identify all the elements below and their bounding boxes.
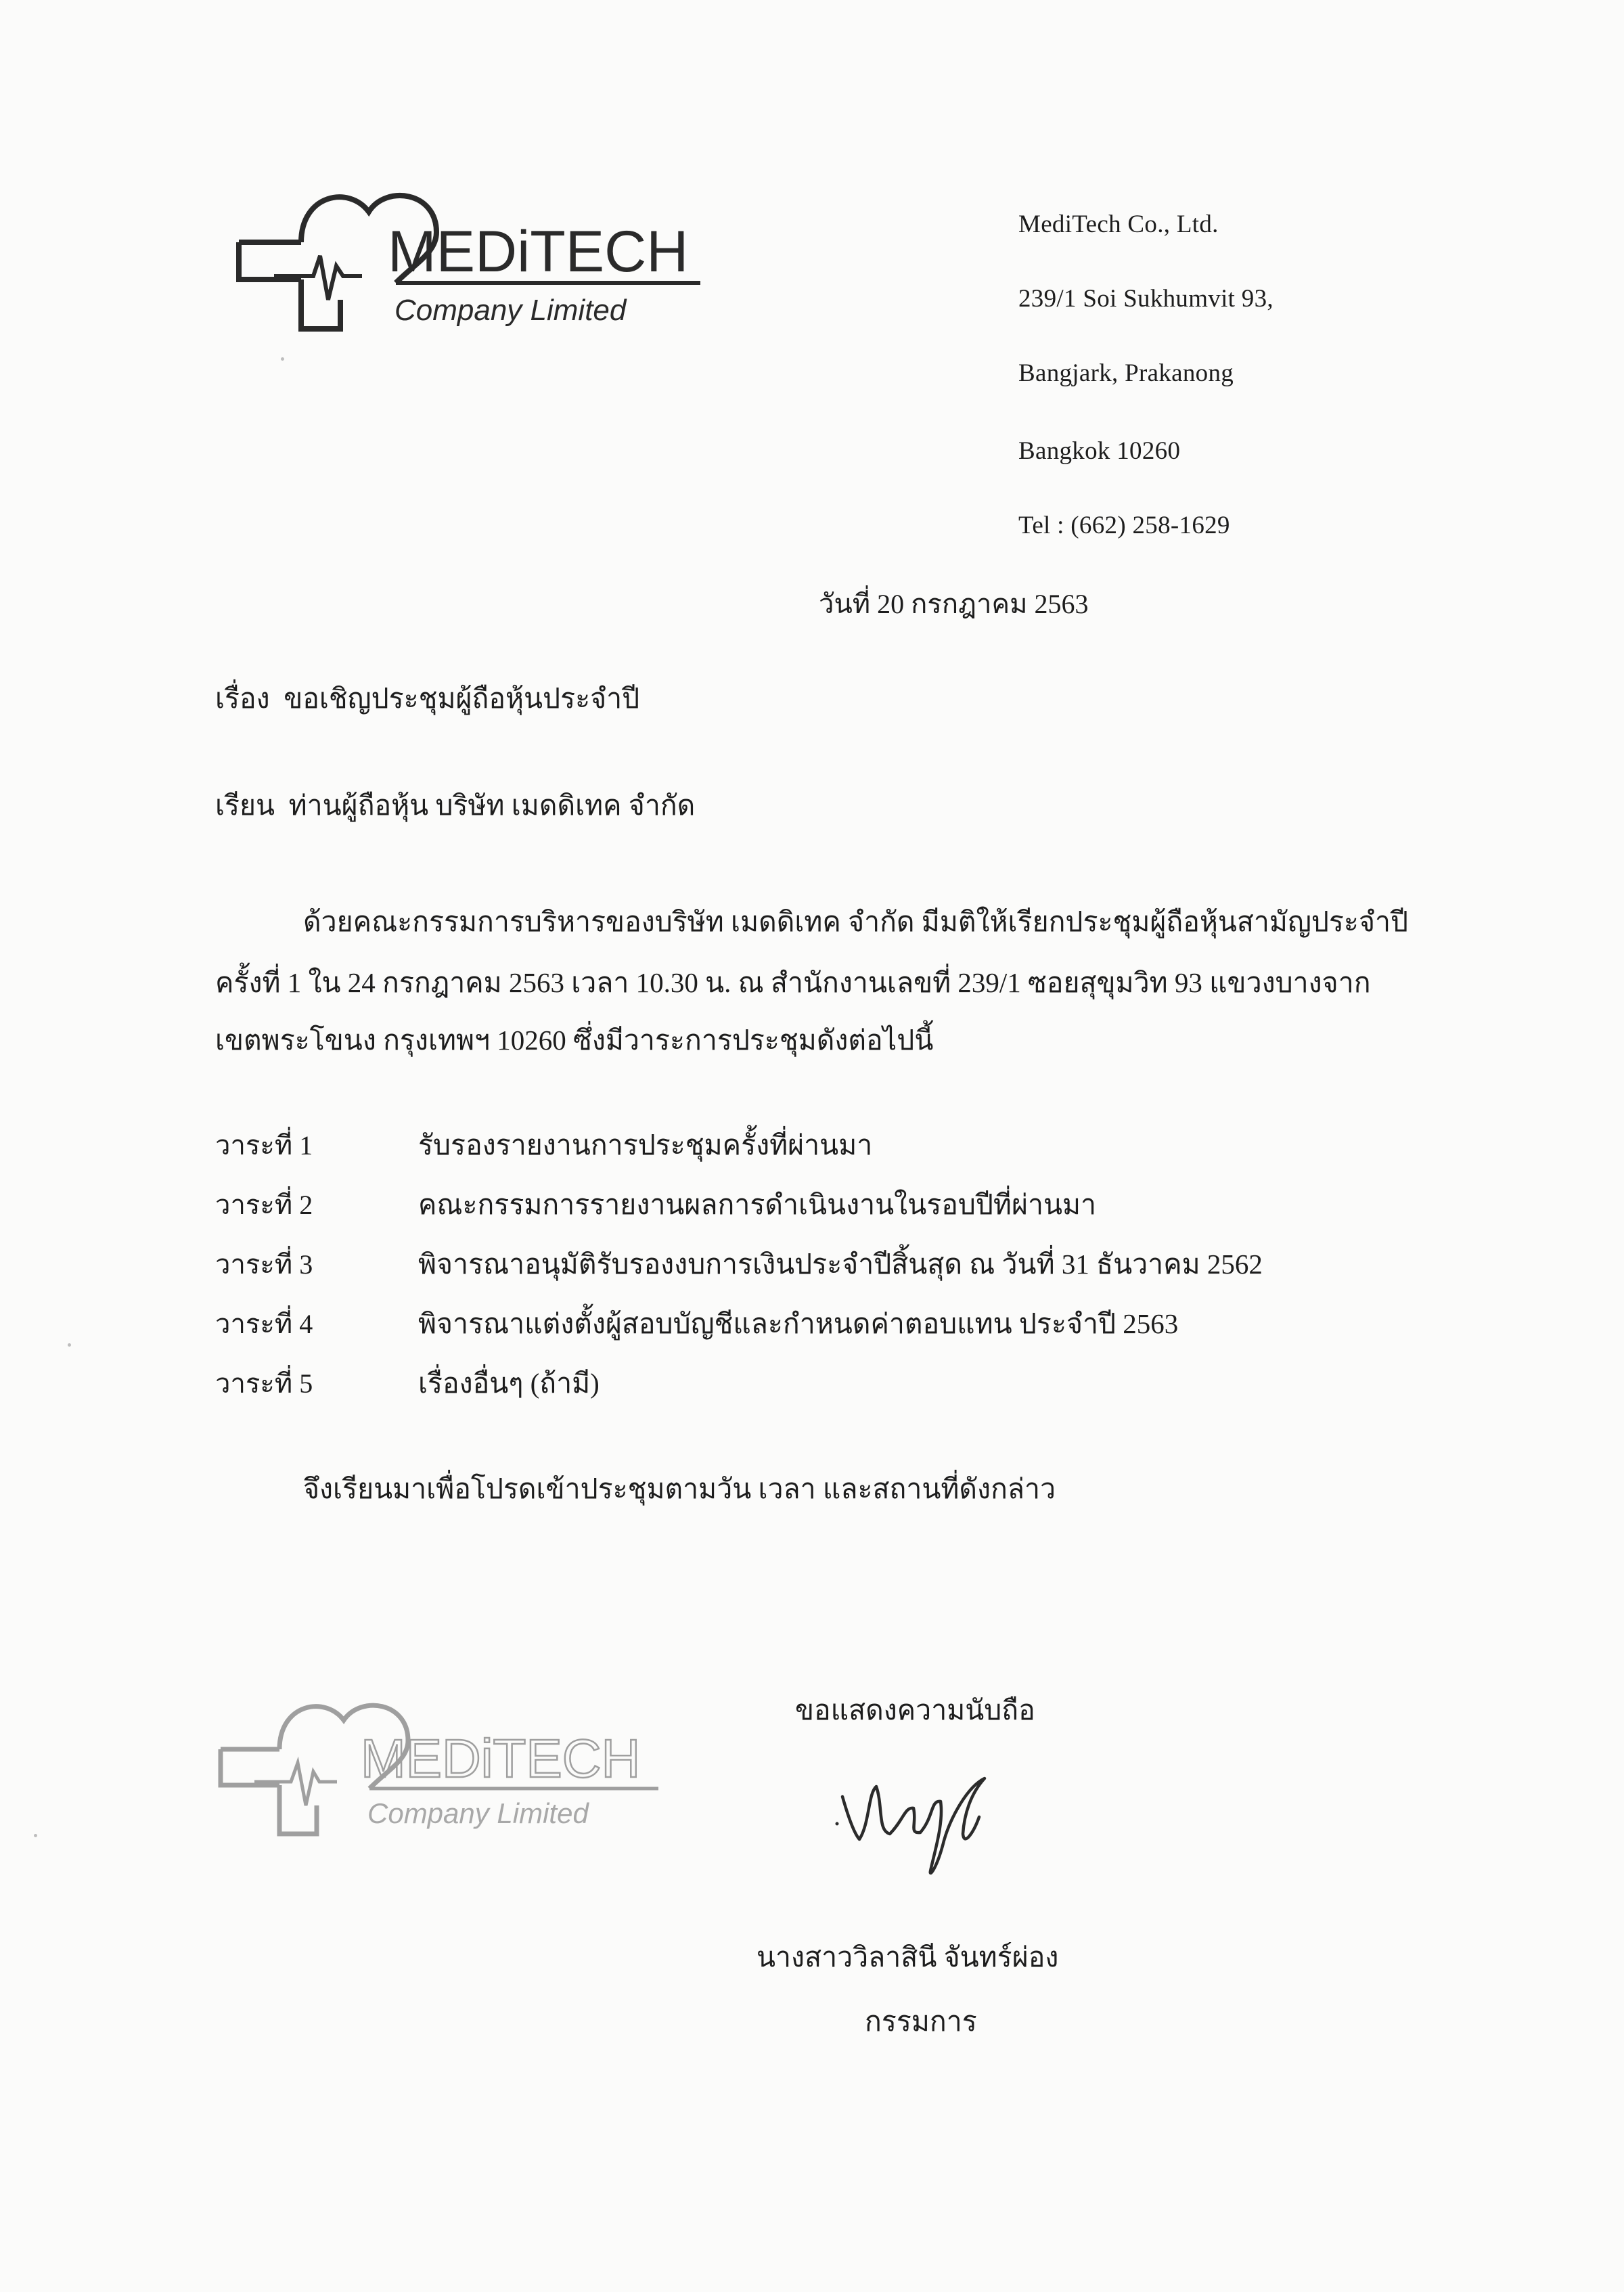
signer-title: กรรมการ <box>865 2006 977 2037</box>
subject-text: ขอเชิญประชุมผู้ถือหุ้นประจำปี <box>284 683 640 714</box>
logo-subtitle: Company Limited <box>394 294 627 327</box>
agenda-item-text: เรื่องอื่นๆ (ถ้ามี) <box>418 1368 600 1399</box>
signer-name: นางสาววิลาสินี จันทร์ผ่อง <box>757 1941 1059 1973</box>
agenda-item-text: พิจารณาแต่งตั้งผู้สอบบัญชีและกำหนดค่าตอบแทน ประจำปี 2563 <box>418 1308 1179 1339</box>
company-logo-header <box>233 181 721 344</box>
agenda-item-number: วาระที่ 4 <box>215 1309 313 1339</box>
letter-date: วันที่ 20 กรกฎาคม 2563 <box>819 589 1089 619</box>
recipient-label: เรียน <box>215 790 275 821</box>
stamp-subtitle: Company Limited <box>367 1797 589 1829</box>
agenda-item-number: วาระที่ 3 <box>215 1249 313 1280</box>
meditech-logo-icon <box>233 181 721 344</box>
agenda-item-number: วาระที่ 2 <box>215 1190 313 1220</box>
body-line-3: เขตพระโขนง กรุงเทพฯ 10260 ซึ่งมีวาระการประชุมดังต่อไปนี้ <box>215 1025 934 1056</box>
recipient-line <box>215 784 695 828</box>
meditech-stamp-icon <box>215 1692 675 1847</box>
agenda-item-number: วาระที่ 1 <box>215 1130 313 1161</box>
body-line-2: ครั้งที่ 1 ใน 24 กรกฎาคม 2563 เวลา 10.30 น. ณ สำนักงานเลขที่ 239/1 ซอยสุขุมวิท 93 แขวงบางจาก <box>215 967 1371 998</box>
agenda-item-text: รับรองรายงานการประชุมครั้งที่ผ่านมา <box>418 1129 873 1161</box>
logo-wordmark: MEDiTECH <box>388 219 689 284</box>
scan-speck <box>68 1343 71 1347</box>
handwritten-signature <box>829 1759 1005 1885</box>
stamp-wordmark: MEDiTECH <box>361 1728 641 1789</box>
address-district: Bangjark, Prakanong <box>1018 359 1234 387</box>
agenda-item-text: คณะกรรมการรายงานผลการดำเนินงานในรอบปีที่ผ่านมา <box>418 1189 1097 1220</box>
body-line-1: ด้วยคณะกรรมการบริหารของบริษัท เมดดิเทค จำกัด มีมติให้เรียกประชุมผู้ถือหุ้นสามัญประจำปี <box>303 906 1409 937</box>
scan-speck <box>34 1834 37 1837</box>
address-tel: Tel : (662) 258-1629 <box>1018 512 1230 539</box>
agenda-item-number: วาระที่ 5 <box>215 1368 313 1399</box>
agenda-item-text: พิจารณาอนุมัติรับรองงบการเงินประจำปีสิ้นสุด ณ วันที่ 31 ธันวาคม 2562 <box>418 1249 1263 1280</box>
regards-text: ขอแสดงความนับถือ <box>795 1694 1035 1726</box>
company-stamp <box>215 1692 675 1847</box>
recipient-text: ท่านผู้ถือหุ้น บริษัท เมดดิเทค จำกัด <box>288 790 696 821</box>
subject-line <box>215 677 639 721</box>
closing-line: จึงเรียนมาเพื่อโปรดเข้าประชุมตามวัน เวลา และสถานที่ดังกล่าว <box>303 1473 1056 1504</box>
subject-label: เรื่อง <box>215 683 270 714</box>
address-street: 239/1 Soi Sukhumvit 93, <box>1018 285 1273 313</box>
address-company: MediTech Co., Ltd. <box>1018 210 1219 238</box>
scan-speck <box>281 357 284 361</box>
address-city: Bangkok 10260 <box>1018 437 1181 465</box>
